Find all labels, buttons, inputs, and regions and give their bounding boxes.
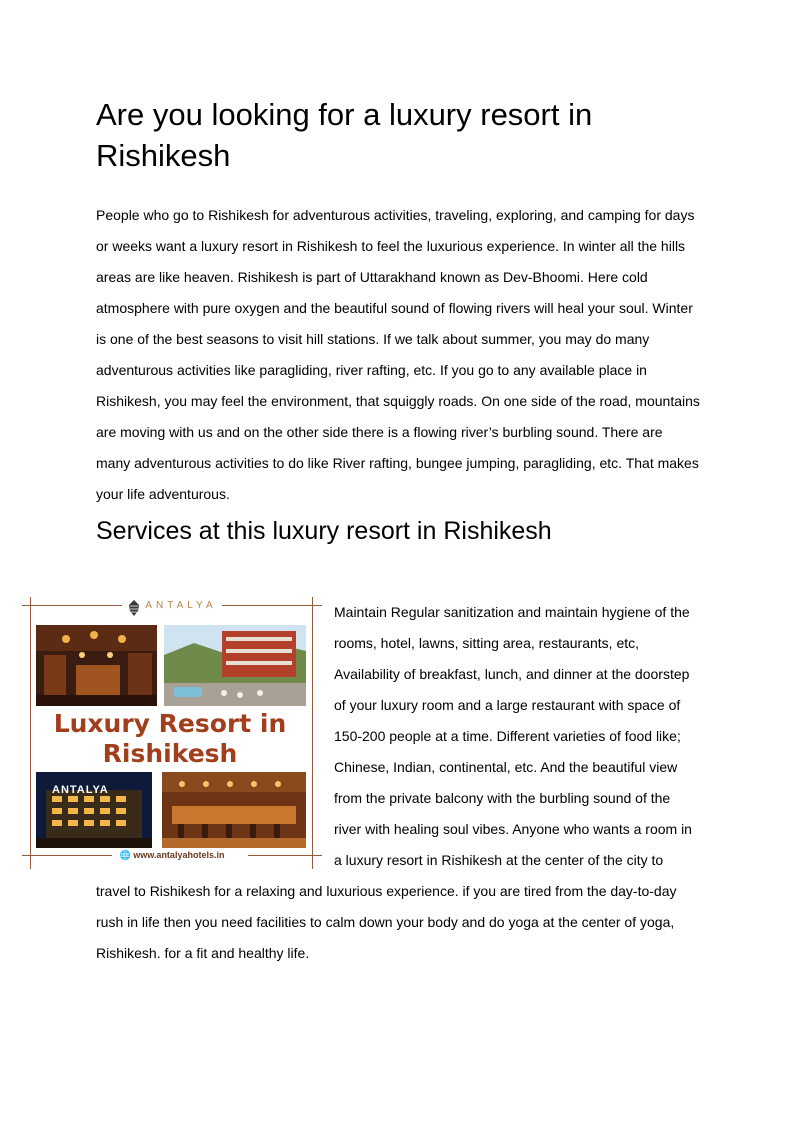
intro-paragraph: People who go to Rishikesh for adventurous activities, traveling, exploring, and camping for days or weeks want a luxury resort in Rishikesh to feel the luxurious experience. In winter all the hills areas are like heaven. Rishikesh is part of Uttarakhand known as Dev-Bhoomi. Here cold atmosphere with pure oxygen and the beautiful sound of flowing rivers will heal your soul. Winter is one of the best seasons to visit hill stations. If we talk about summer, you may do many adventurous activities like paragliding, river rafting, etc. If you go to any available place in Rishikesh, you may feel the environment, that squiggly roads. On one side of the road, mountains are moving with us and on the other side there is a flowing river’s burbling sound. There are many adventurous activities to do like River rafting, bungee jumping, paragliding, etc. That makes your life adventurous. [96,207,700,502]
website-url-text: www.antalyahotels.in [133,850,225,860]
brand-tagline-decoration: · · · · · · · · · · · · · · · [149,612,215,617]
resort-promo-banner [22,597,322,869]
brand-name: ANTALYA [145,600,217,611]
lobby-photo [36,625,157,706]
globe-icon: 🌐 [119,850,134,860]
services-paragraph: Maintain Regular sanitization and maintain hygiene of the rooms, hotel, lawns, sitting area, restaurants, etc, Availability of breakfast, lunch, and dinner at the doorstep of your luxury room and a large restaurant with space of 150-200 people at a time. Different varieties of food like; Chinese, Indian, continental, etc. And the beautiful view from the private balcony with the burbling sound of the river with healing soul vibes. Anyone who wants a room in a luxury resort in Rishikesh at the center of the city to travel to Rishikesh for a relaxing and luxurious experience. if you are tired from the day-to-day rush in life then you need facilities to calm down your body and do yoga at the center of yoga, Rishikesh. for a fit and healthy life. [96,604,692,961]
website-url [22,849,322,861]
photo-sign-text: ANTALYA [52,784,109,796]
services-section [52,597,700,969]
banner-title-line2: Rishikesh [102,739,238,768]
resort-exterior-photo [164,625,306,706]
page-title: Are you looking for a luxury resort in Rishikesh [96,97,593,173]
banner-title-line1: Luxury Resort in [53,709,287,738]
services-heading: Services at this luxury resort in Rishikesh [96,517,552,545]
banner-title [36,709,304,769]
restaurant-photo [162,772,306,848]
